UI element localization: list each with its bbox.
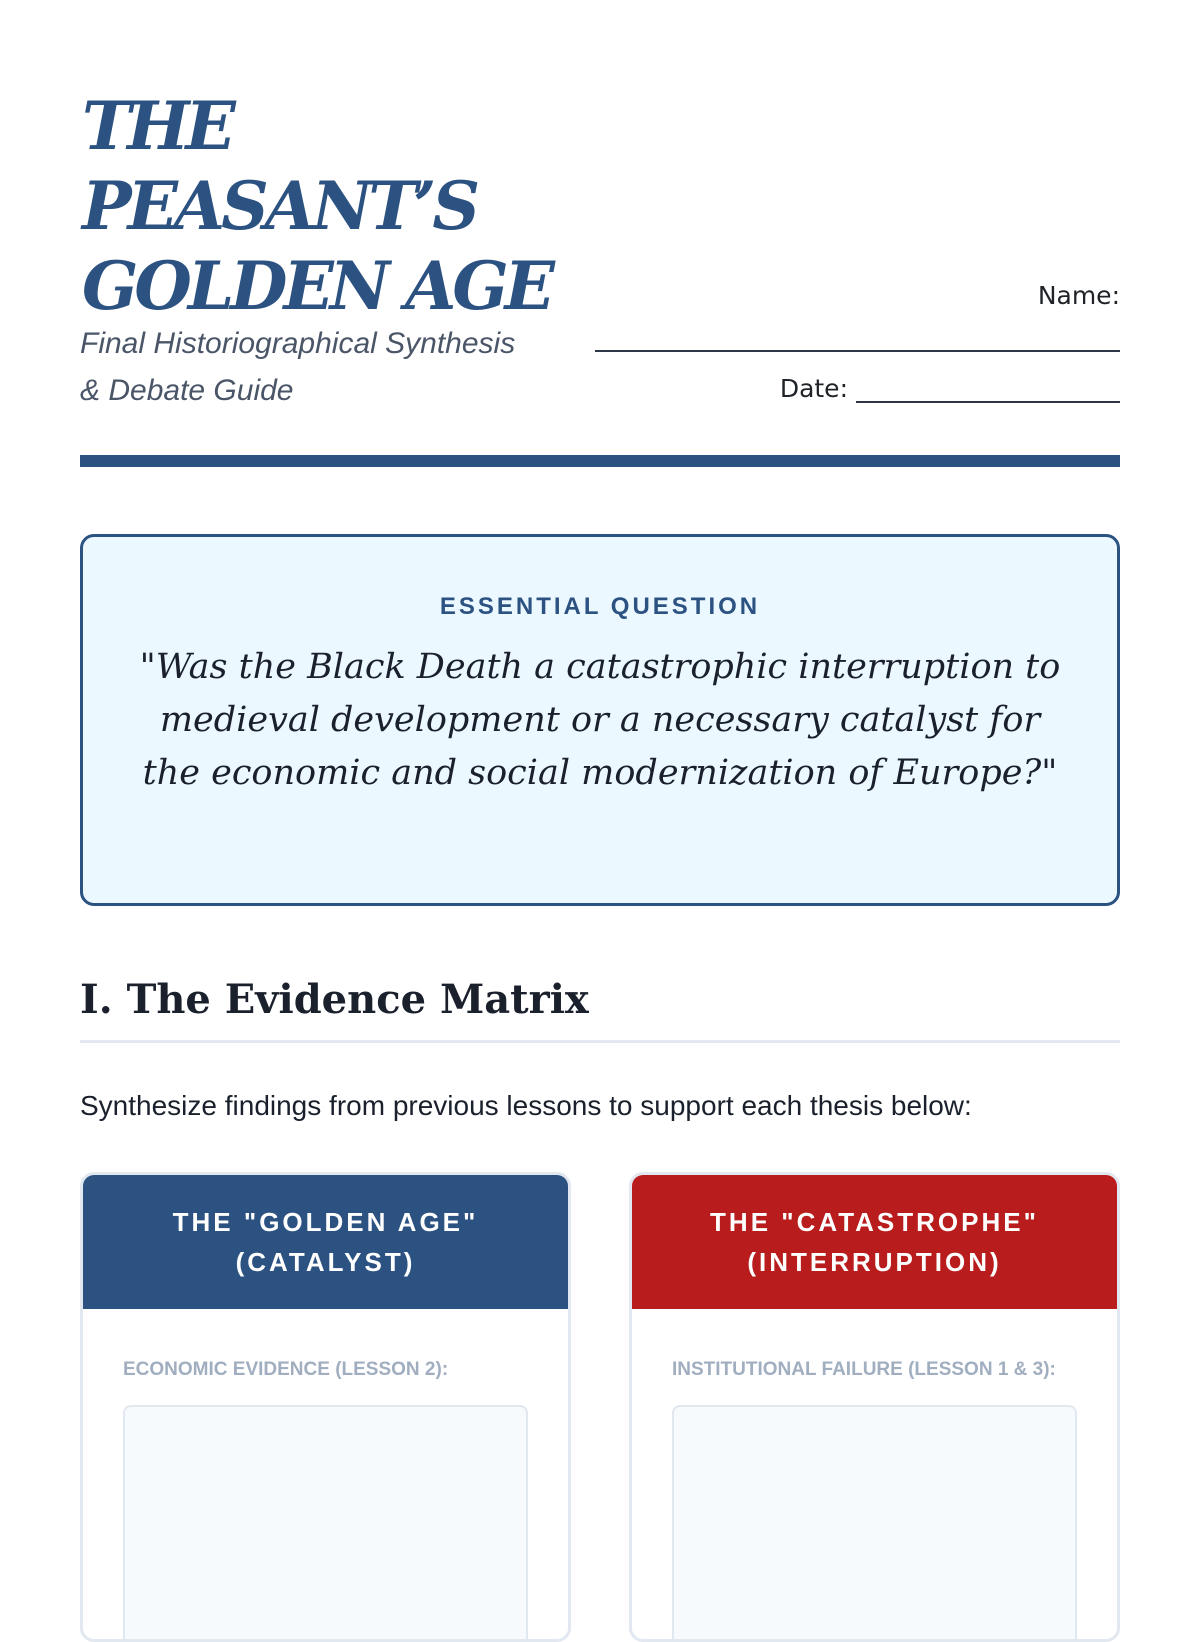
worksheet-page — [80, 0, 1120, 1600]
card-header-line: (INTERRUPTION) — [747, 1247, 1002, 1277]
worksheet-title — [82, 86, 602, 326]
name-field[interactable] — [595, 320, 1120, 352]
card-header-line: THE "GOLDEN AGE" — [172, 1207, 479, 1237]
section-divider — [80, 1040, 1120, 1043]
student-info-fields — [580, 280, 1120, 403]
header-divider — [80, 455, 1120, 467]
name-label: Name: — [1037, 281, 1120, 310]
economic-evidence-input[interactable] — [123, 1405, 528, 1642]
subtitle-line: & Debate Guide — [80, 374, 294, 407]
economic-evidence-label: ECONOMIC EVIDENCE (LESSON 2): — [123, 1359, 449, 1380]
section-title: I. The Evidence Matrix — [80, 976, 589, 1023]
institutional-failure-label: INSTITUTIONAL FAILURE (LESSON 1 & 3): — [672, 1359, 1056, 1380]
title-line: GOLDEN AGE — [82, 247, 551, 325]
catastrophe-card — [629, 1172, 1120, 1642]
card-header — [83, 1175, 568, 1309]
card-header — [632, 1175, 1117, 1309]
essential-question-box — [80, 534, 1120, 906]
date-field[interactable] — [856, 375, 1120, 403]
essential-question-text: "Was the Black Death a catastrophic interruption to medieval development or a necessary catalyst for the economic and social modernization of Europe?" — [139, 647, 1061, 793]
card-header-line: THE "CATASTROPHE" — [710, 1207, 1039, 1237]
section-instructions: Synthesize findings from previous lessons to support each thesis below: — [80, 1090, 972, 1121]
card-header-line: (CATALYST) — [235, 1247, 416, 1277]
title-line: PEASANT’S — [82, 167, 477, 245]
golden-age-card — [80, 1172, 571, 1642]
institutional-failure-input[interactable] — [672, 1405, 1077, 1642]
essential-question-label: ESSENTIAL QUESTION — [439, 593, 761, 620]
title-line: THE — [82, 87, 232, 165]
date-row — [580, 374, 1120, 403]
subtitle-line: Final Historiographical Synthesis — [80, 327, 516, 360]
date-label: Date: — [779, 374, 848, 403]
worksheet-header — [80, 80, 1120, 410]
worksheet-subtitle — [80, 320, 580, 414]
